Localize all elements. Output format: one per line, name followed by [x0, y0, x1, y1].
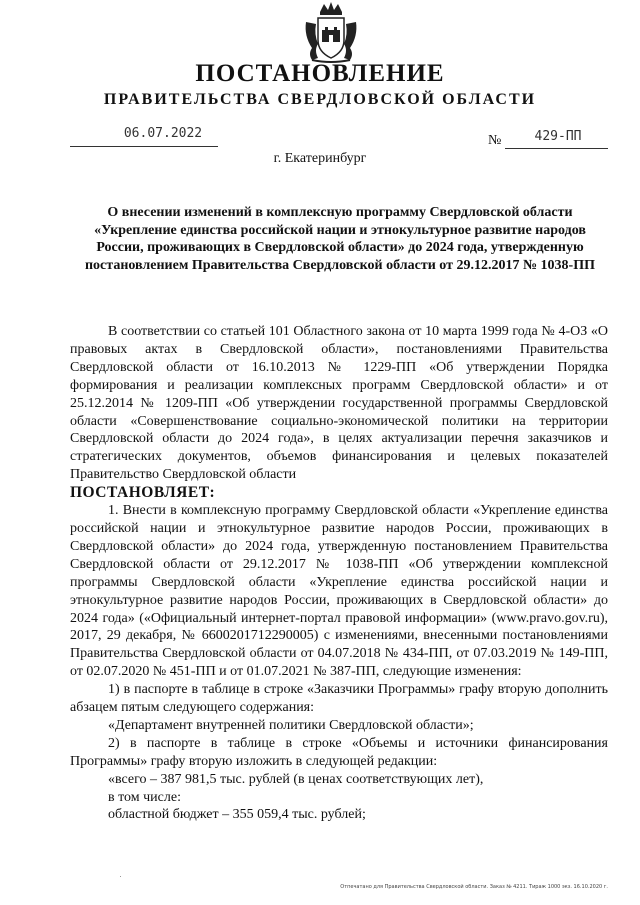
number-sign: №: [488, 133, 502, 148]
preamble-paragraph: В соответствии со статьей 101 Областного закона от 10 марта 1999 года № 4-ОЗ «О правовых актах в Свердловской области», постановлениями Правительства Свердловской области от 16.10.2013 № 1229-ПП «Об утверждении Порядка формирования и реализации комплексных программ Свердловской области» и от 25.12.2014 № 1209-ПП «Об утверждении государственной программы Свердловской области «Совершенствование социально-экономической политики на территории Свердловской области до 2024 года», в целях актуализации перечня заказчиков и стратегических документов, объемов финансирования и целевых показателей Правительство Свердловской области: [70, 324, 608, 483]
subitem-1-paragraph: 1) в паспорте в таблице в строке «Заказчики Программы» графу вторую дополнить абзацем пятым следующего содержания:: [70, 682, 608, 716]
subitem-2-regional-budget: областной бюджет – 355 059,4 тыс. рублей;: [108, 807, 366, 823]
subitem-1-text: «Департамент внутренней политики Свердловской области»;: [108, 717, 474, 733]
item-1-paragraph: 1. Внести в комплексную программу Свердловской области «Укрепление единства российской нации и этнокультурное развитие народов России, проживающих в Свердловской области» до 2024 года, утвержденную постановлением Правительства Свердловской области от 29.12.2017 № 1038-ПП «Об утверждении комплексной программы Свердловской области «Укрепление единства российской нации и этнокультурное развитие народов России, проживающих в Свердловской области» до 2024 года» («Официальный интернет-портал правовой информации» (www.pravo.gov.ru), 2017, 29 декабря, № 6600201712290005) с изменениями, внесенными постановлениями Правительства Свердловской области от 04.07.2018 № 434-ПП, от 07.03.2019 № 149-ПП, от 02.07.2020 № 451-ПП и от 01.07.2021 № 387-ПП, следующие изменения:: [70, 503, 608, 680]
scan-speck: [120, 876, 121, 877]
subitem-2-total: «всего – 387 981,5 тыс. рублей (в ценах соответствующих лет),: [108, 771, 484, 787]
document-city: г. Екатеринбург: [273, 151, 367, 166]
print-footer: Отпечатано для Правительства Свердловской области. Заказ № 4211. Тираж 1000 экз. 16.10.2020 г.: [340, 884, 608, 890]
subitem-2-including: в том числе:: [108, 789, 181, 805]
resolves-heading: ПОСТАНОВЛЯЕТ:: [70, 484, 216, 502]
document-number: 429-ПП: [534, 129, 582, 144]
document-body: [70, 323, 608, 824]
document-heading: О внесении изменений в комплексную программу Свердловской области «Укрепление единства российской нации и этнокультурное развитие народов России, проживающих в Свердловской области» до 2024 года, утвержденную постановлением Правительства Свердловской области от 29.12.2017 № 1038-ПП: [84, 205, 595, 273]
sverdlovsk-coat-of-arms-emblem: [302, 2, 360, 64]
number-underline: [505, 148, 608, 149]
document-subtitle: ПРАВИТЕЛЬСТВА СВЕРДЛОВСКОЙ ОБЛАСТИ: [103, 91, 537, 108]
date-underline: [70, 146, 218, 147]
subitem-2-paragraph: 2) в паспорте в таблице в строке «Объемы и источники финансирования Программы» графу вторую изложить в следующей редакции:: [70, 735, 608, 769]
document-date: 06.07.2022: [123, 126, 203, 141]
document-title: ПОСТАНОВЛЕНИЕ: [195, 60, 445, 87]
